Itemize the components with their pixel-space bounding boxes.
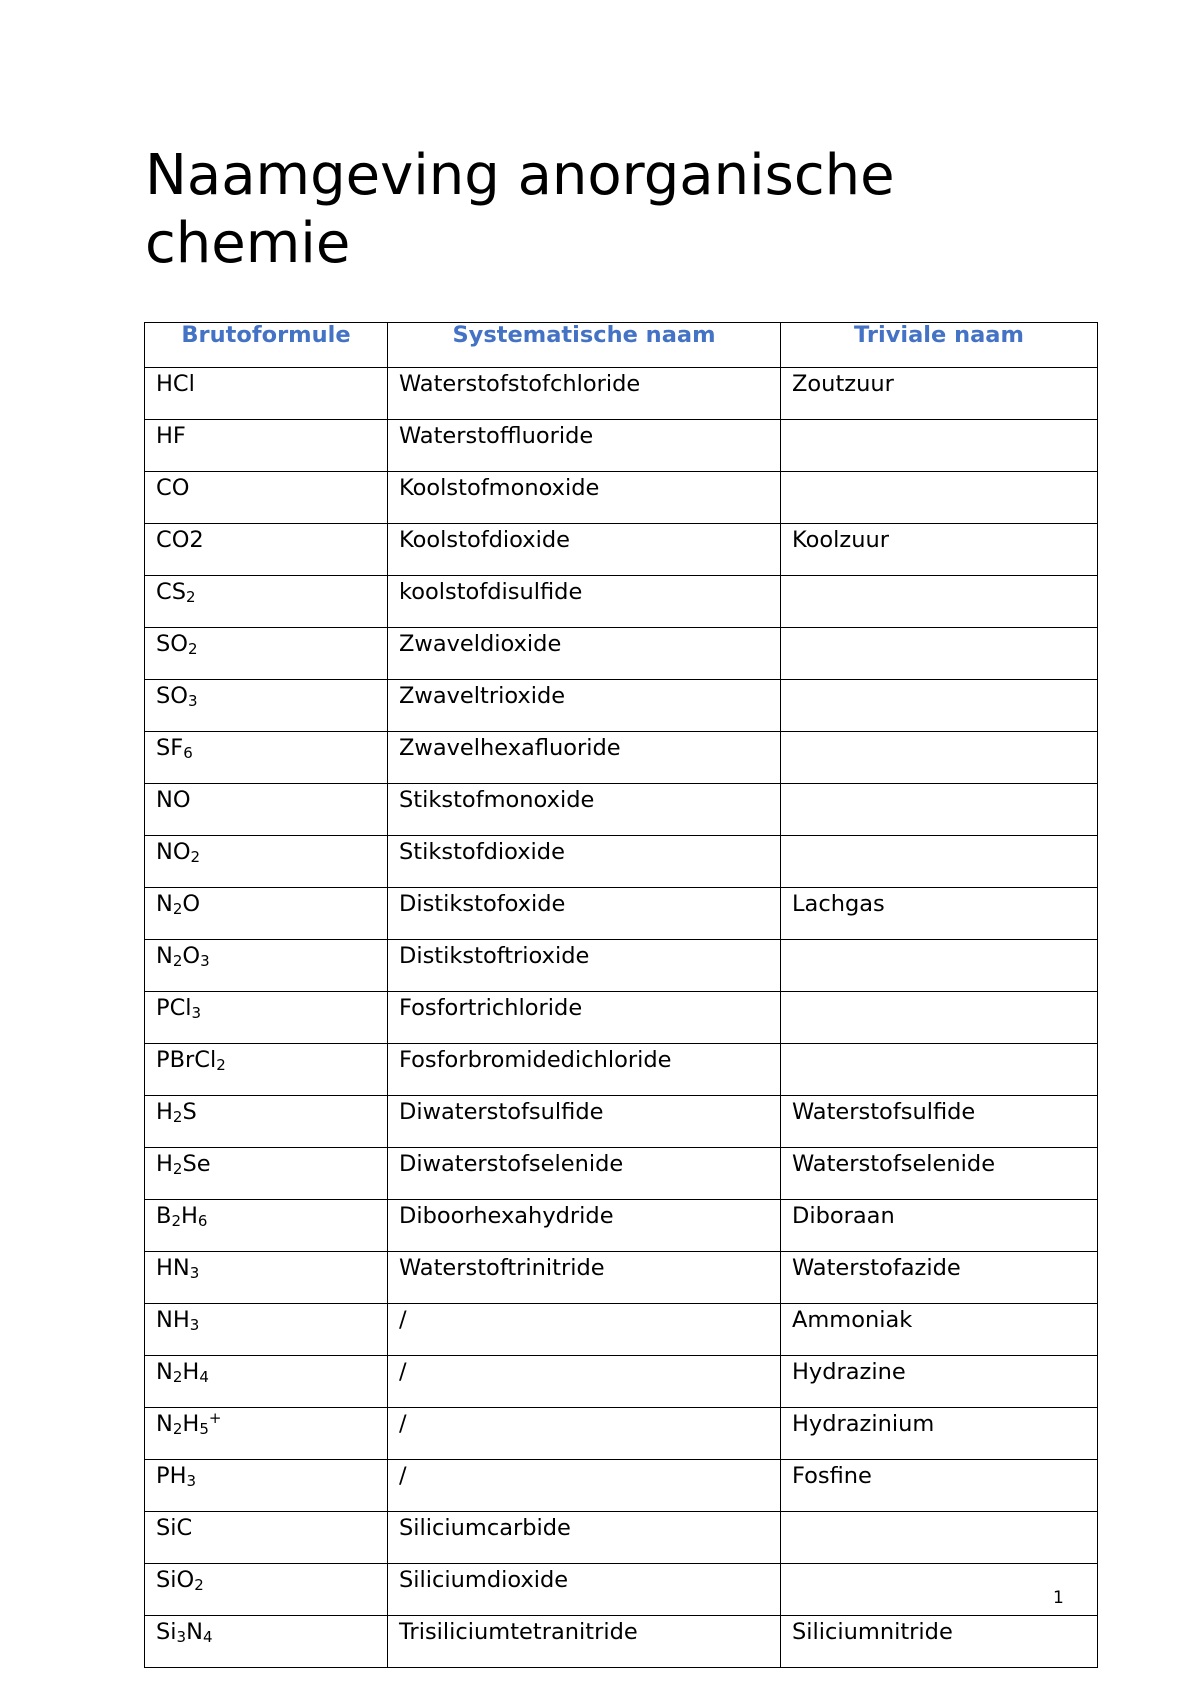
trivial-name-cell xyxy=(781,1044,1098,1096)
formula-part: 2 xyxy=(172,952,183,970)
formula-part: B xyxy=(156,1203,172,1229)
trivial-name-cell: Hydrazinium xyxy=(781,1408,1098,1460)
table-row xyxy=(145,1616,1098,1668)
formula-part: SiO xyxy=(156,1567,195,1593)
trivial-name-cell xyxy=(781,1564,1098,1616)
formula-cell xyxy=(145,836,388,888)
trivial-name-cell: Koolzuur xyxy=(781,524,1098,576)
trivial-name-cell xyxy=(781,628,1098,680)
formula-cell xyxy=(145,1408,388,1460)
table-body xyxy=(145,368,1098,1668)
table-row xyxy=(145,1148,1098,1200)
formula-part: 2 xyxy=(172,1420,183,1438)
formula-part: NO xyxy=(156,787,191,813)
formula-part: N xyxy=(156,1359,173,1385)
table-row xyxy=(145,628,1098,680)
formula-cell xyxy=(145,576,388,628)
formula-cell xyxy=(145,1096,388,1148)
formula-part: CO xyxy=(156,527,190,553)
formula-part: Se xyxy=(182,1151,211,1177)
table-row xyxy=(145,1512,1098,1564)
systematic-name-cell: Stikstofdioxide xyxy=(388,836,781,888)
trivial-name-cell: Hydrazine xyxy=(781,1356,1098,1408)
header-brutoformule: Brutoformule xyxy=(145,323,388,368)
systematic-name-cell: / xyxy=(388,1460,781,1512)
formula-part: CS xyxy=(156,579,186,605)
formula-part: 4 xyxy=(202,1628,213,1646)
formula-part: 3 xyxy=(189,1264,200,1282)
page-number: 1 xyxy=(1053,1588,1064,1608)
page-title: Naamgeving anorganische chemie xyxy=(145,143,895,276)
formula-part: SO xyxy=(156,683,188,709)
formula-part: + xyxy=(208,1409,222,1427)
formula-part: Si xyxy=(156,1619,177,1645)
formula-part: SF xyxy=(156,735,184,761)
formula-part: PH xyxy=(156,1463,187,1489)
trivial-name-cell xyxy=(781,680,1098,732)
systematic-name-cell: koolstofdisulfide xyxy=(388,576,781,628)
systematic-name-cell: Waterstofstofchloride xyxy=(388,368,781,420)
formula-cell xyxy=(145,1460,388,1512)
formula-part: N xyxy=(156,891,173,917)
formula-part: N xyxy=(186,1619,203,1645)
formula-part: 3 xyxy=(200,952,210,970)
trivial-name-cell: Fosfine xyxy=(781,1460,1098,1512)
systematic-name-cell: Waterstoftrinitride xyxy=(388,1252,781,1304)
table-row xyxy=(145,576,1098,628)
systematic-name-cell: Zwaveltrioxide xyxy=(388,680,781,732)
systematic-name-cell: Koolstofmonoxide xyxy=(388,472,781,524)
formula-cell xyxy=(145,628,388,680)
formula-part: HCl xyxy=(156,371,195,397)
formula-cell xyxy=(145,1252,388,1304)
formula-part: 2 xyxy=(171,1212,181,1230)
formula-part: NO xyxy=(156,839,191,865)
formula-part: 2 xyxy=(216,1056,226,1074)
systematic-name-cell: Waterstoffluoride xyxy=(388,420,781,472)
formula-cell xyxy=(145,420,388,472)
formula-part: 4 xyxy=(199,1368,209,1386)
trivial-name-cell xyxy=(781,1512,1098,1564)
formula-part: HF xyxy=(156,423,186,449)
formula-part: H xyxy=(182,1411,200,1437)
table-row xyxy=(145,1096,1098,1148)
formula-part: 2 xyxy=(172,1108,183,1126)
table-row xyxy=(145,368,1098,420)
trivial-name-cell: Ammoniak xyxy=(781,1304,1098,1356)
table-row xyxy=(145,784,1098,836)
systematic-name-cell: Zwaveldioxide xyxy=(388,628,781,680)
formula-part: HN xyxy=(156,1255,190,1281)
formula-part: 2 xyxy=(189,527,204,553)
formula-part: O xyxy=(182,943,201,969)
table-row xyxy=(145,1356,1098,1408)
formula-part: CO xyxy=(156,475,190,501)
systematic-name-cell: Diwaterstofselenide xyxy=(388,1148,781,1200)
systematic-name-cell: Distikstoftrioxide xyxy=(388,940,781,992)
formula-part: 3 xyxy=(191,1004,202,1022)
systematic-name-cell: Distikstofoxide xyxy=(388,888,781,940)
table-row xyxy=(145,1460,1098,1512)
formula-cell xyxy=(145,992,388,1044)
table-row xyxy=(145,1304,1098,1356)
formula-cell xyxy=(145,1616,388,1668)
formula-part: 2 xyxy=(194,1576,204,1594)
formula-part: N xyxy=(156,943,173,969)
trivial-name-cell xyxy=(781,732,1098,784)
formula-part: PCl xyxy=(156,995,192,1021)
formula-part: 2 xyxy=(172,1368,183,1386)
trivial-name-cell xyxy=(781,472,1098,524)
trivial-name-cell: Diboraan xyxy=(781,1200,1098,1252)
trivial-name-cell: Siliciumnitride xyxy=(781,1616,1098,1668)
formula-part: 6 xyxy=(183,744,193,762)
formula-cell xyxy=(145,1148,388,1200)
table-row xyxy=(145,1408,1098,1460)
formula-cell xyxy=(145,1564,388,1616)
header-triviale-naam: Triviale naam xyxy=(781,323,1098,368)
table-row xyxy=(145,836,1098,888)
table-row xyxy=(145,1252,1098,1304)
formula-part: SiC xyxy=(156,1515,193,1541)
table-row xyxy=(145,1564,1098,1616)
systematic-name-cell: / xyxy=(388,1356,781,1408)
formula-part: H xyxy=(182,1359,200,1385)
nomenclature-table xyxy=(144,322,1098,1668)
formula-cell xyxy=(145,1512,388,1564)
header-systematische-naam: Systematische naam xyxy=(388,323,781,368)
systematic-name-cell: Siliciumcarbide xyxy=(388,1512,781,1564)
formula-part: 3 xyxy=(188,692,198,710)
systematic-name-cell: Diwaterstofsulfide xyxy=(388,1096,781,1148)
trivial-name-cell: Zoutzuur xyxy=(781,368,1098,420)
table-row xyxy=(145,992,1098,1044)
systematic-name-cell: / xyxy=(388,1304,781,1356)
formula-part: N xyxy=(156,1411,173,1437)
table-row xyxy=(145,888,1098,940)
formula-cell xyxy=(145,784,388,836)
formula-cell xyxy=(145,940,388,992)
formula-part: 3 xyxy=(176,1628,187,1646)
formula-cell xyxy=(145,680,388,732)
formula-part: S xyxy=(182,1099,197,1125)
trivial-name-cell: Waterstofsulfide xyxy=(781,1096,1098,1148)
formula-part: 2 xyxy=(190,848,201,866)
systematic-name-cell: Koolstofdioxide xyxy=(388,524,781,576)
table-row xyxy=(145,420,1098,472)
systematic-name-cell: Diboorhexahydride xyxy=(388,1200,781,1252)
systematic-name-cell: Trisiliciumtetranitride xyxy=(388,1616,781,1668)
formula-part: 3 xyxy=(186,1472,197,1490)
formula-cell xyxy=(145,524,388,576)
trivial-name-cell xyxy=(781,784,1098,836)
systematic-name-cell: Stikstofmonoxide xyxy=(388,784,781,836)
table-row xyxy=(145,1044,1098,1096)
trivial-name-cell xyxy=(781,940,1098,992)
systematic-name-cell: Fosforbromidedichloride xyxy=(388,1044,781,1096)
table-header-row xyxy=(145,323,1098,368)
formula-cell xyxy=(145,368,388,420)
formula-part: H xyxy=(156,1151,173,1177)
table-row xyxy=(145,732,1098,784)
formula-part: 2 xyxy=(188,640,198,658)
table-row xyxy=(145,472,1098,524)
table-row xyxy=(145,680,1098,732)
systematic-name-cell: / xyxy=(388,1408,781,1460)
table-row xyxy=(145,940,1098,992)
systematic-name-cell: Fosfortrichloride xyxy=(388,992,781,1044)
formula-part: NH xyxy=(156,1307,190,1333)
formula-cell xyxy=(145,1304,388,1356)
formula-part: 5 xyxy=(199,1420,209,1438)
formula-cell xyxy=(145,1044,388,1096)
formula-part: 3 xyxy=(189,1316,200,1334)
formula-cell xyxy=(145,1356,388,1408)
systematic-name-cell: Siliciumdioxide xyxy=(388,1564,781,1616)
trivial-name-cell: Waterstofselenide xyxy=(781,1148,1098,1200)
trivial-name-cell xyxy=(781,836,1098,888)
formula-cell xyxy=(145,888,388,940)
trivial-name-cell xyxy=(781,576,1098,628)
systematic-name-cell: Zwavelhexafluoride xyxy=(388,732,781,784)
formula-cell xyxy=(145,732,388,784)
formula-part: 2 xyxy=(172,1160,183,1178)
trivial-name-cell xyxy=(781,992,1098,1044)
formula-part: 2 xyxy=(186,588,196,606)
formula-part: PBrCl xyxy=(156,1047,217,1073)
table-row xyxy=(145,524,1098,576)
formula-cell xyxy=(145,472,388,524)
formula-cell xyxy=(145,1200,388,1252)
trivial-name-cell: Waterstofazide xyxy=(781,1252,1098,1304)
formula-part: 2 xyxy=(172,900,183,918)
formula-part: SO xyxy=(156,631,188,657)
formula-part: H xyxy=(156,1099,173,1125)
table-row xyxy=(145,1200,1098,1252)
formula-part: H xyxy=(180,1203,198,1229)
formula-part: O xyxy=(182,891,201,917)
formula-part: 6 xyxy=(197,1212,208,1230)
trivial-name-cell: Lachgas xyxy=(781,888,1098,940)
trivial-name-cell xyxy=(781,420,1098,472)
